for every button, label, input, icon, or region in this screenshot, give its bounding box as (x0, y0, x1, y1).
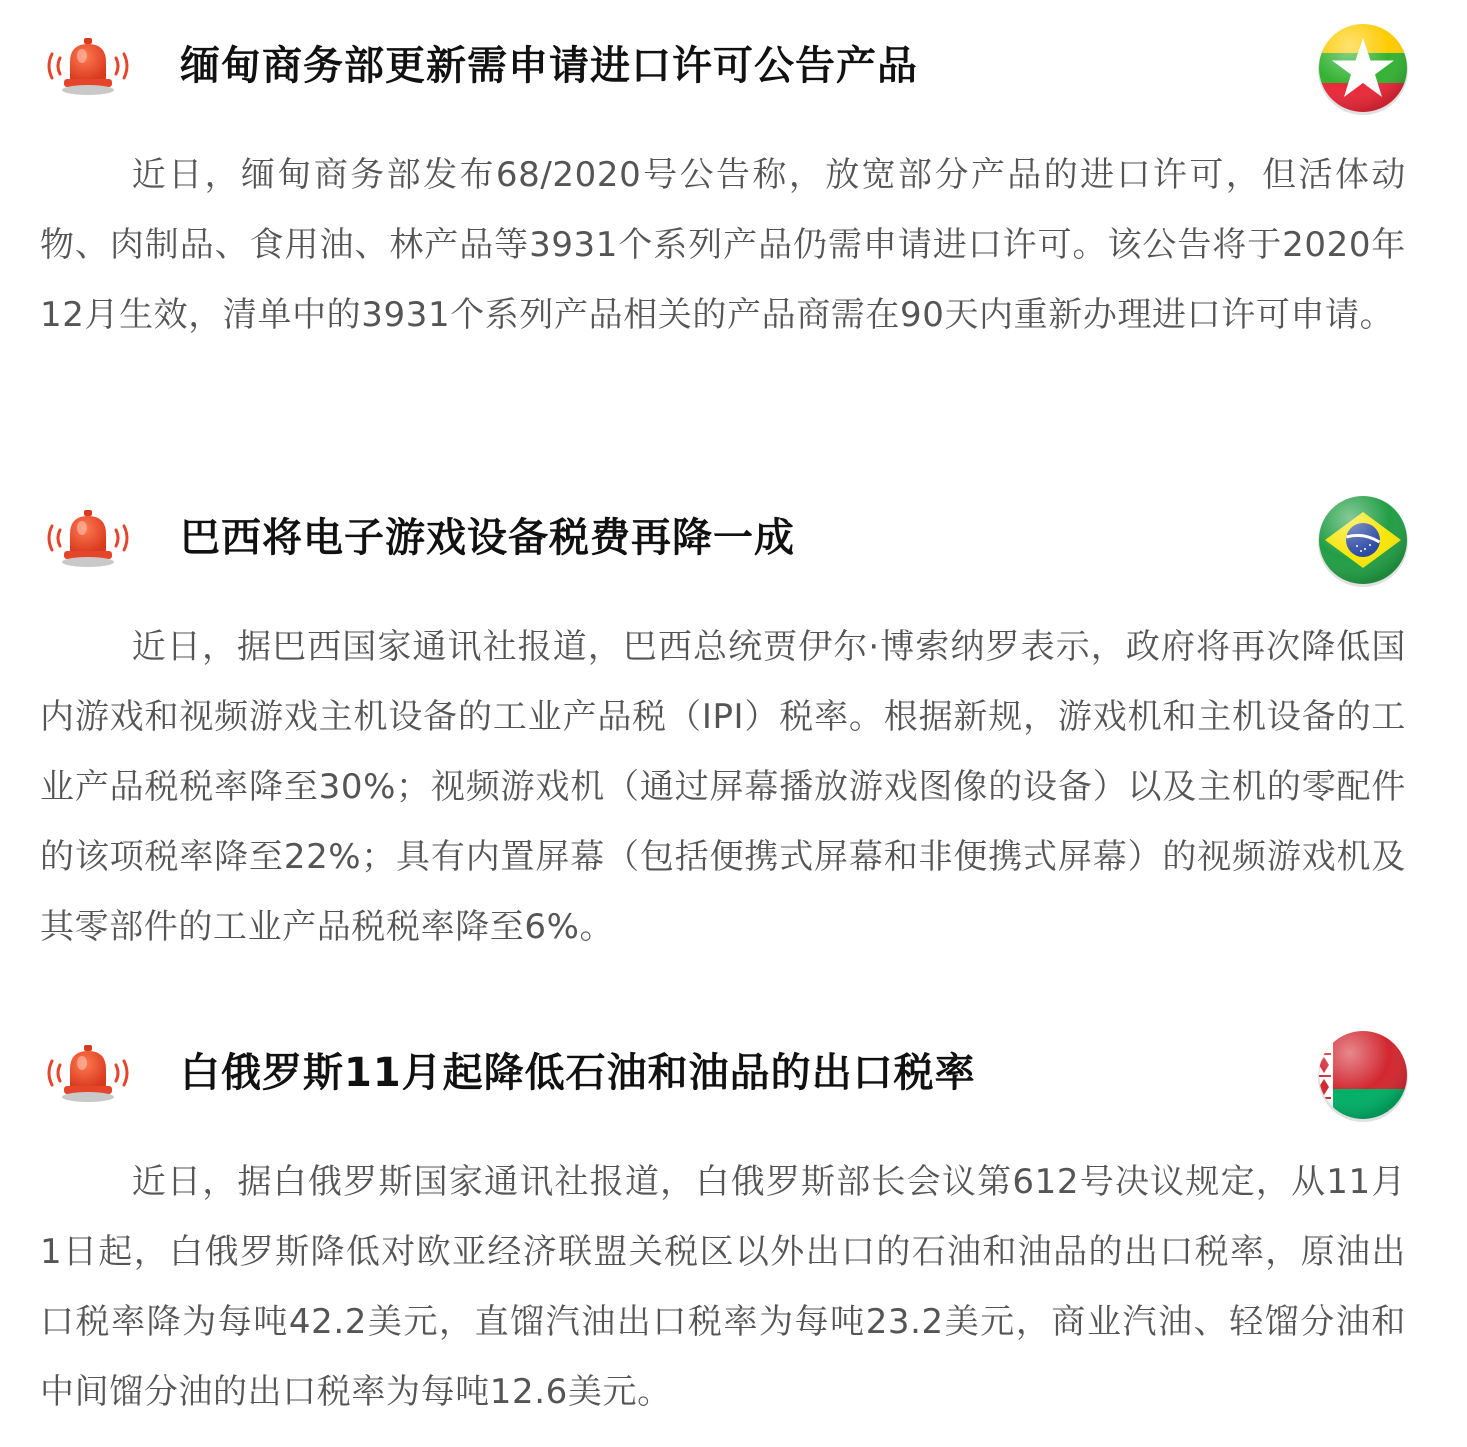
myanmar-flag-icon (1315, 20, 1411, 116)
alarm-bell-icon (38, 506, 138, 570)
news-header (0, 20, 1467, 116)
news-item (0, 20, 1467, 335)
news-header (0, 492, 1467, 588)
belarus-flag-icon (1315, 1027, 1411, 1123)
news-body: 近日，缅甸商务部发布68/2020号公告称，放宽部分产品的进口许可，但活体动物、肉制品、食用油、林产品等3931个系列产品仍需申请进口许可。该公告将于2020年12月生效，清单中的3931个系列产品相关的产品商需在90天内重新办理进口许可申请。 (40, 155, 1406, 335)
news-header (0, 1027, 1467, 1123)
news-item (0, 492, 1467, 947)
news-body: 近日，据巴西国家通讯社报道，巴西总统贾伊尔·博索纳罗表示，政府将再次降低国内游戏和视频游戏主机设备的工业产品税（IPI）税率。根据新规，游戏机和主机设备的工业产品税税率降至30%；视频游戏机（通过屏幕播放游戏图像的设备）以及主机的零配件的该项税率降至22%；具有内置屏幕（包括便携式屏幕和非便携式屏幕）的视频游戏机及其零部件的工业产品税税率降至6%。 (40, 627, 1406, 947)
alarm-bell-icon (38, 34, 138, 98)
brazil-flag-icon (1315, 492, 1411, 588)
news-body: 近日，据白俄罗斯国家通讯社报道，白俄罗斯部长会议第612号决议规定，从11月1日起，白俄罗斯降低对欧亚经济联盟关税区以外出口的石油和油品的出口税率，原油出口税率降为每吨42.2美元，直馏汽油出口税率为每吨23.2美元，商业汽油、轻馏分油和中间馏分油的出口税率为每吨12.6美元。 (40, 1162, 1406, 1412)
news-title: 缅甸商务部更新需申请进口许可公告产品 (180, 43, 918, 89)
news-title: 巴西将电子游戏设备税费再降一成 (180, 515, 795, 561)
news-item (0, 1027, 1467, 1412)
news-title: 白俄罗斯11月起降低石油和油品的出口税率 (180, 1050, 976, 1096)
alarm-bell-icon (38, 1041, 138, 1105)
